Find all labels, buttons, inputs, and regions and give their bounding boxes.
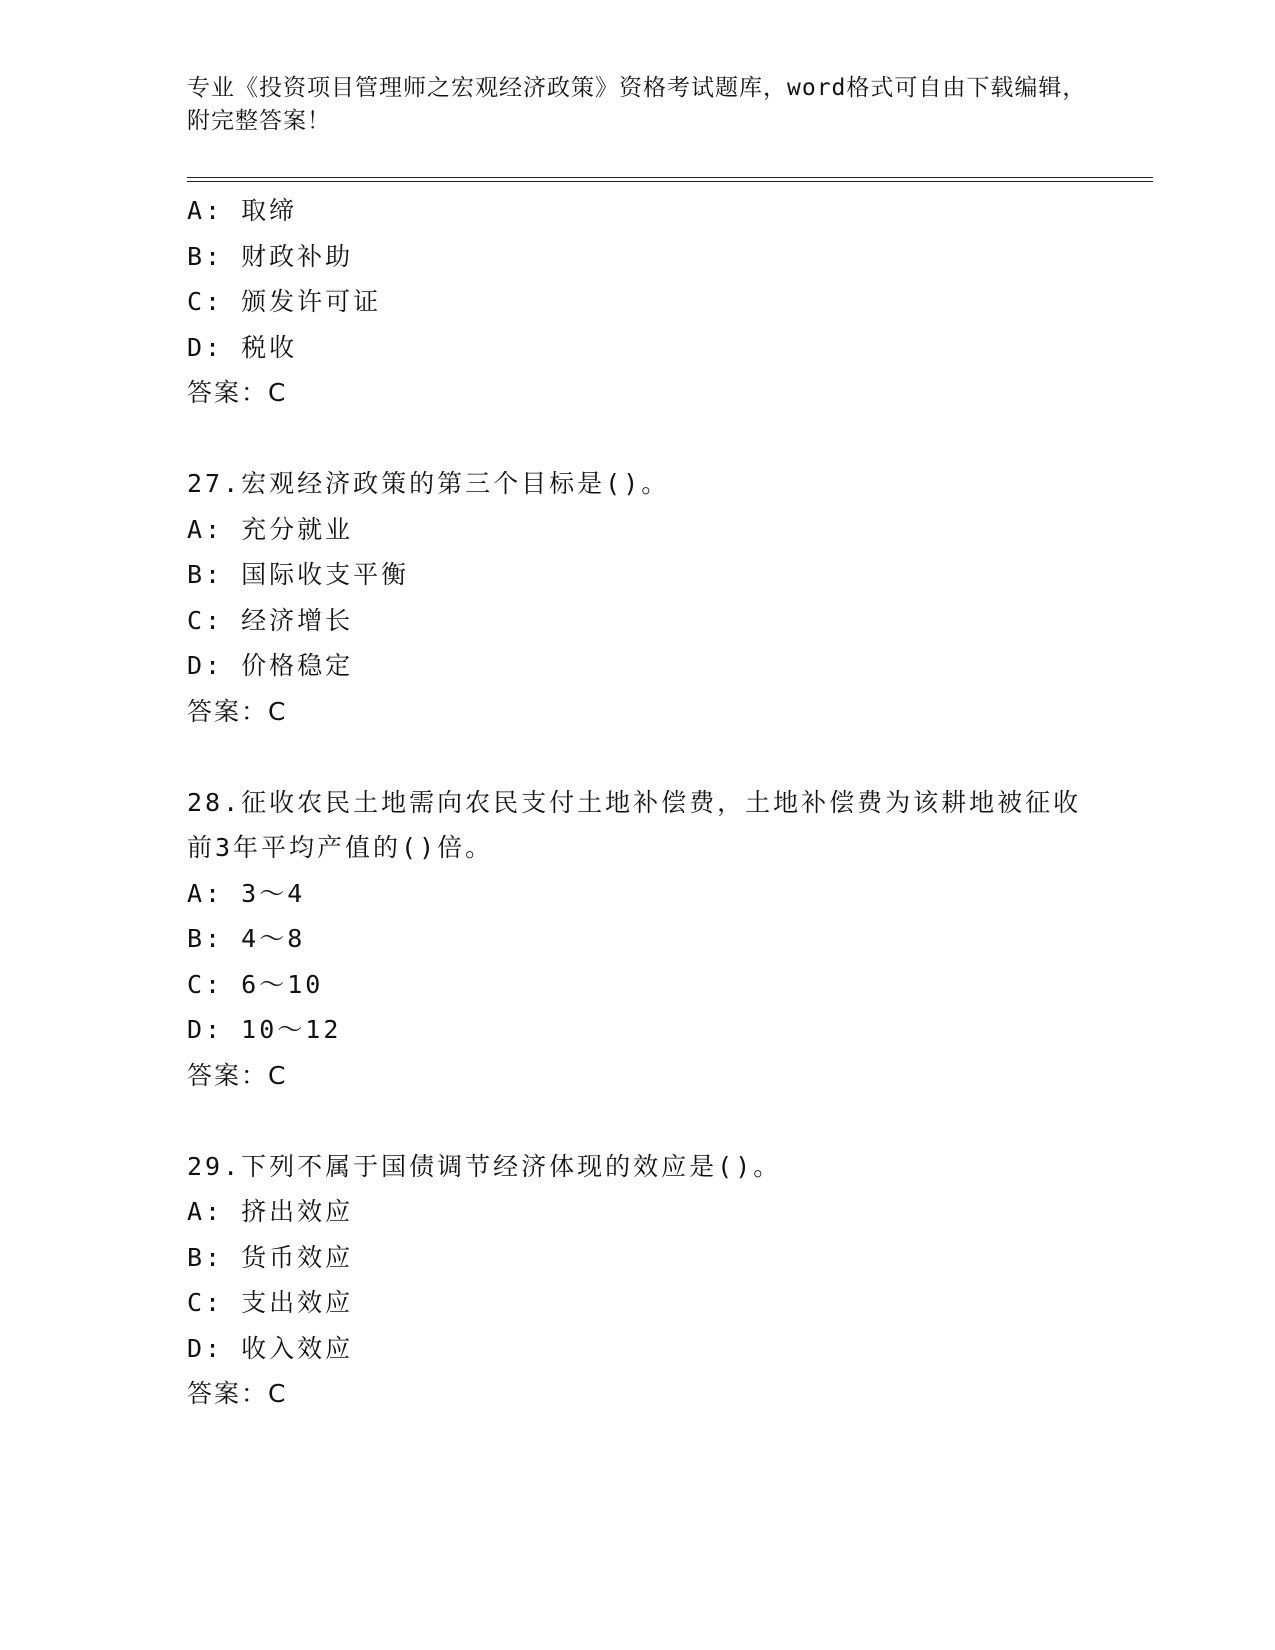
spacer [187,1098,1087,1144]
question-block [187,188,1087,416]
option-text: 收入效应 [241,1333,354,1363]
option-a [187,1189,1087,1235]
option-a [187,188,1087,234]
option-text: 颁发许可证 [241,287,382,316]
option-key: A: [187,514,224,544]
option-text: 取缔 [241,196,298,225]
option-d [187,325,1087,371]
option-text: 4～8 [241,924,306,953]
option-text: 税收 [241,332,298,362]
header-divider-bottom [187,181,1153,182]
option-text: 经济增长 [241,605,354,635]
option-key: B: [187,241,224,271]
spacer [187,416,1087,462]
option-text: 价格稳定 [241,651,354,680]
option-d [187,1007,1087,1053]
option-b [187,552,1087,598]
question-stem: 28.征收农民土地需向农民支付土地补偿费，土地补偿费为该耕地被征收前3年平均产值的()倍。 [187,787,1082,862]
document-header: 专业《投资项目管理师之宏观经济政策》资格考试题库，word格式可自由下载编辑，附完整答案！ [187,75,1087,134]
option-key: D: [187,332,224,362]
option-a [187,871,1087,917]
answer-line: 答案：C [187,378,288,407]
question-stem: 27.宏观经济政策的第三个目标是()。 [187,469,670,498]
option-d [187,1326,1087,1372]
option-text: 3～4 [241,878,306,908]
option-c [187,279,1087,325]
option-key: D: [187,651,224,680]
option-key: B: [187,1242,224,1272]
option-text: 6～10 [241,969,324,999]
option-key: C: [187,287,224,316]
option-key: A: [187,878,224,908]
option-b [187,1235,1087,1281]
option-text: 财政补助 [241,241,354,271]
option-key: C: [187,1288,224,1317]
answer-line: 答案：C [187,1379,288,1408]
option-text: 10～12 [241,1015,342,1044]
option-b [187,234,1087,280]
option-c [187,1280,1087,1326]
option-key: A: [187,1197,224,1226]
option-c [187,962,1087,1008]
option-text: 挤出效应 [241,1197,354,1226]
option-key: B: [187,560,224,589]
option-text: 支出效应 [241,1288,354,1317]
option-key: B: [187,924,224,953]
option-c [187,598,1087,644]
question-block [187,461,1087,734]
option-key: A: [187,196,224,225]
question-list [187,188,1087,1417]
option-key: D: [187,1015,224,1044]
option-text: 国际收支平衡 [241,560,410,589]
option-text: 充分就业 [241,514,354,544]
option-d [187,643,1087,689]
question-stem: 29.下列不属于国债调节经济体现的效应是()。 [187,1151,782,1181]
question-block [187,1144,1087,1417]
option-b [187,916,1087,962]
header-divider-top [187,177,1153,178]
option-text: 货币效应 [241,1242,354,1272]
option-key: D: [187,1333,224,1363]
option-key: C: [187,969,224,999]
question-block [187,780,1087,1099]
answer-line: 答案：C [187,1060,288,1090]
option-a [187,507,1087,553]
answer-line: 答案：C [187,696,288,726]
spacer [187,734,1087,780]
option-key: C: [187,605,224,635]
